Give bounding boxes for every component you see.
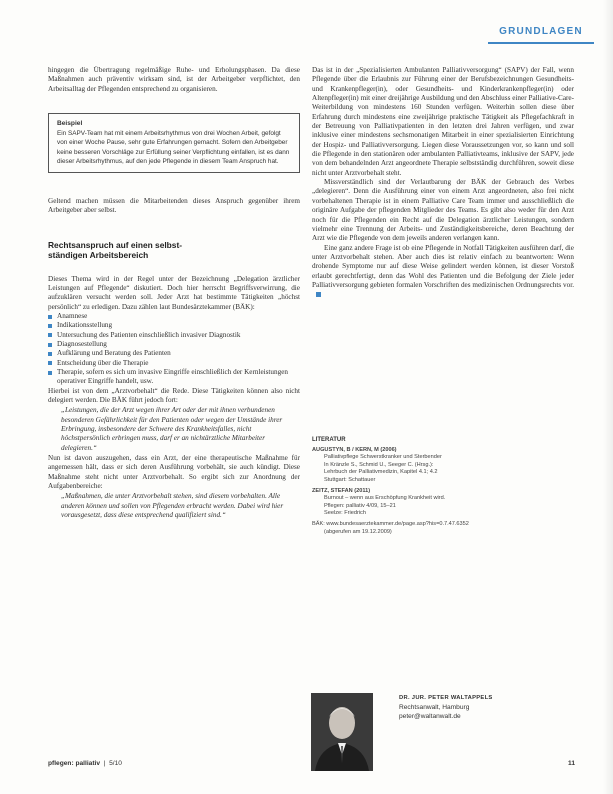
section-heading-line-2: ständigen Arbeitsbereich bbox=[48, 250, 149, 261]
right-paragraph-2: Missverständlich sind der Verlautbarung der BÄK der Gebrauch des Verbes „delegieren“. Denn die Ausführung einer von einem Arzt angeordneten, also frei nicht vorbehaltenen Therapie ist in einem Palliative Care Team immer und ausschließlich die originäre Aufgabe der pflegenden Mitglieder des Teams. Es gibt also weder für den Arzt noch für die Pflegenden ein Recht auf die Delegation ärztlicher Leistungen, sondern vielmehr eine Trennung der Arbeits- und Zuständigkeitsbereiche, deren Beachtung der Arzt wie die Pflegende von dem jeweils anderen verlangen kann. bbox=[312, 178, 574, 243]
right-paragraph-1: Das ist in der „Spezialisierten Ambulanten Palliativversorgung“ (SAPV) der Fall, wenn Pflegende über die Erlaubnis zur Führung einer der Berufsbezeichnungen Gesundheits- und Krankenpfleger(in), oder Gesundheits- und Kinderkrankenpfleger(in) oder Altenpfleger(in) mit einer dreijährige Ausbildung und den Abschluss einer Palliative-Care-Weiterbildung von mindestens 160 Stunden verfügen. Weiterhin sollen diese über Erfahrung durch mindestens eine zweijährige praktische Tätigkeit als Pflegefachkraft in der Betreuung von Palliativpatienten in den letzten drei Jahren verfügen, und zwar inklusive einer mindestens sechsmonatigen Mitarbeit in einer spezialisierten Einrichtung der Hospiz- und Palliativversorgung. Liegen diese Voraussetzungen vor, so kann und soll die Pflegende in den stationären oder ambulanten Palliativteams, inklusive der SAPV, jede von dem behandelnden Arzt angeordnete Therapie selbstständig durchführen, soweit diese nicht unter Arztvorbehalt steht. bbox=[312, 66, 574, 177]
list-item: Anamnese bbox=[48, 312, 300, 321]
page-edge-shadow bbox=[603, 0, 613, 794]
literature-line: BÄK: www.bundesaerztekammer.de/page.asp?his=0.7.47.6352 bbox=[312, 520, 469, 527]
quote-1: „Leistungen, die der Arzt wegen ihrer Art oder der mit ihnen verbundenen besonderen Gefährlichkeit für den Patienten oder wegen der Umstände ihrer Erbringung, insbesondere der Schwere des Krankheitsfalles, nicht höchstpersönlich erbringen muss, darf er an nichtärztliche Mitarbeiter delegieren.“ bbox=[61, 406, 283, 452]
footer-magazine: pflegen: palliativ | 5/10 bbox=[48, 760, 122, 767]
literature-line: Lehrbuch der Palliativmedizin, Kapitel 4.1; 4.2 bbox=[324, 469, 438, 476]
section-rule bbox=[488, 42, 594, 44]
after-example-paragraph: Geltend machen müssen die Mitarbeitenden dieses Anspruch gegenüber ihrem Arbeitgeber aber selbst. bbox=[48, 197, 300, 215]
author-email[interactable]: peter@waltanwalt.de bbox=[399, 713, 461, 721]
literature-entry bbox=[312, 521, 574, 536]
literature-section bbox=[312, 437, 574, 539]
example-text: Ein SAPV-Team hat mit einem Arbeitsrhythmus von drei Wochen Arbeit, gefolgt von einer Woche Pause, sehr gute Erfahrungen gemacht. Sofern den Arbeitgeber keine besseren Vorschläge zur Erfüllung seiner Verpflichtung einfallen, ist es dann dieser Arbeitsrhythmus, auf den jede Pflegende in diesem Team Anspruch hat. bbox=[57, 130, 290, 165]
section-heading-line-1: Rechtsanspruch auf einen selbst- bbox=[48, 239, 183, 250]
author-role: Rechtsanwalt, Hamburg bbox=[399, 704, 470, 712]
literature-heading: LITERATUR bbox=[312, 437, 346, 443]
section-label: GRUNDLAGEN bbox=[499, 25, 583, 37]
left-column bbox=[48, 66, 300, 521]
author-info bbox=[399, 694, 569, 722]
right-paragraph-3 bbox=[312, 244, 574, 300]
right-column bbox=[312, 66, 574, 300]
after-quote-paragraph: Nun ist davon auszugehen, dass ein Arzt, der eine therapeutische Maßnahme für angemessen hält, dass er sich deren Ausführung vorbehält, sie auch kündigt. Diese Maßnahme steht nicht unter Arztvorbehalt. So ergibt sich zur Anordnung der Aufgabenbereiche: bbox=[48, 454, 300, 491]
list-item: Therapie, sofern es sich um invasive Eingriffe einschließlich der Kernleistungen operativer Eingriffe handelt, usw. bbox=[48, 368, 300, 387]
author-portrait-icon bbox=[311, 693, 373, 771]
right-paragraph-3-text: Eine ganz andere Frage ist ob eine Pflegende in Notfall Tätigkeiten ausführen darf, die unter Arztvorbehalt stehen. Aber auch dies ist relativ einfach zu beantworten: Wenn drohende Symptome nur auf diese Weise gelindert werden können, ist dieser Vorstoß erlaubt gerechtfertigt, denn das Wohl des Patienten und die Befolgung der Ziele jeder Palliativversorgung gebieten formalen Vorschriften des medizinischen Ordnungsrechts vor. bbox=[312, 243, 574, 289]
literature-line: In Kränzle S., Schmid U., Seeger C. (Hrsg.): bbox=[324, 461, 434, 468]
author-photo bbox=[311, 693, 373, 771]
footer-magazine-title: pflegen: palliativ bbox=[48, 760, 101, 767]
example-title: Beispiel bbox=[57, 120, 83, 128]
example-box bbox=[48, 113, 300, 173]
page-number: 11 bbox=[568, 760, 575, 767]
list-item: Indikationsstellung bbox=[48, 321, 300, 330]
literature-line: Palliativpflege Schwerstkranker und Sterbender bbox=[324, 454, 442, 461]
quote-2: „Maßnahmen, die unter Arztvorbehalt stehen, sind diesem vorbehalten. Alle anderen können und sollen von Pflegenden erbracht werden. Dabei wird hier vorausgesetzt, dass diese entsprechend qualifiziert sind.“ bbox=[61, 492, 284, 520]
list-item: Entscheidung über die Therapie bbox=[48, 359, 300, 368]
literature-line: Burnout – wenn aus Erschöpfung Krankheit wird. bbox=[324, 495, 446, 502]
list-item: Aufklärung und Beratung des Patienten bbox=[48, 349, 300, 358]
literature-entry bbox=[312, 488, 574, 518]
literature-author: ZEITZ, STEFAN (2011) bbox=[312, 487, 371, 494]
literature-line: Seelze: Friedrich bbox=[324, 510, 366, 517]
after-bullets-paragraph: Hierbei ist von dem „Arztvorbehalt“ die Rede. Diese Tätigkeiten können also nicht delegiert werden. Die BÄK führt jedoch fort: bbox=[48, 386, 300, 405]
literature-line: Pflegen: palliativ 4/09, 15–21 bbox=[324, 502, 396, 509]
literature-entry bbox=[312, 447, 574, 485]
intro-paragraph: hingegen die Übertragung regelmäßige Ruhe- und Erholungsphasen. Da diese Maßnahmen auch präventiv wirksam sind, ist der Arbeitgeber verpflichtet, den Arbeitsalltag der Pflegenden entsprechend zu organisieren. bbox=[48, 66, 300, 93]
section-paragraph: Dieses Thema wird in der Regel unter der Bezeichnung „Delegation ärztlicher Leistungen auf Pflegende“ diskutiert. Doch hier herrscht Begriffsverwirrung, die aufzuklären versucht werden soll. Jeder Arzt hat bestimmte Tätigkeiten „höchst persönlich“ zu erledigen. Dazu zählen laut Bundesärztekammer (BÄK): bbox=[48, 274, 300, 311]
list-item: Untersuchung des Patienten einschließlich invasiver Diagnostik bbox=[48, 331, 300, 340]
literature-line: Stuttgart: Schattauer bbox=[324, 476, 376, 483]
list-item: Diagnosestellung bbox=[48, 340, 300, 349]
literature-line: (abgerufen am 19.12.2009) bbox=[324, 528, 392, 535]
literature-author: AUGUSTYN, B / KERN, M (2006) bbox=[312, 446, 397, 453]
bullet-list bbox=[48, 312, 300, 387]
section-heading bbox=[48, 240, 300, 261]
end-mark-icon bbox=[316, 292, 321, 297]
author-name: DR. JUR. PETER WALTAPPELS bbox=[399, 695, 493, 701]
section-tab bbox=[488, 20, 594, 42]
footer-issue: 5/10 bbox=[109, 760, 122, 767]
